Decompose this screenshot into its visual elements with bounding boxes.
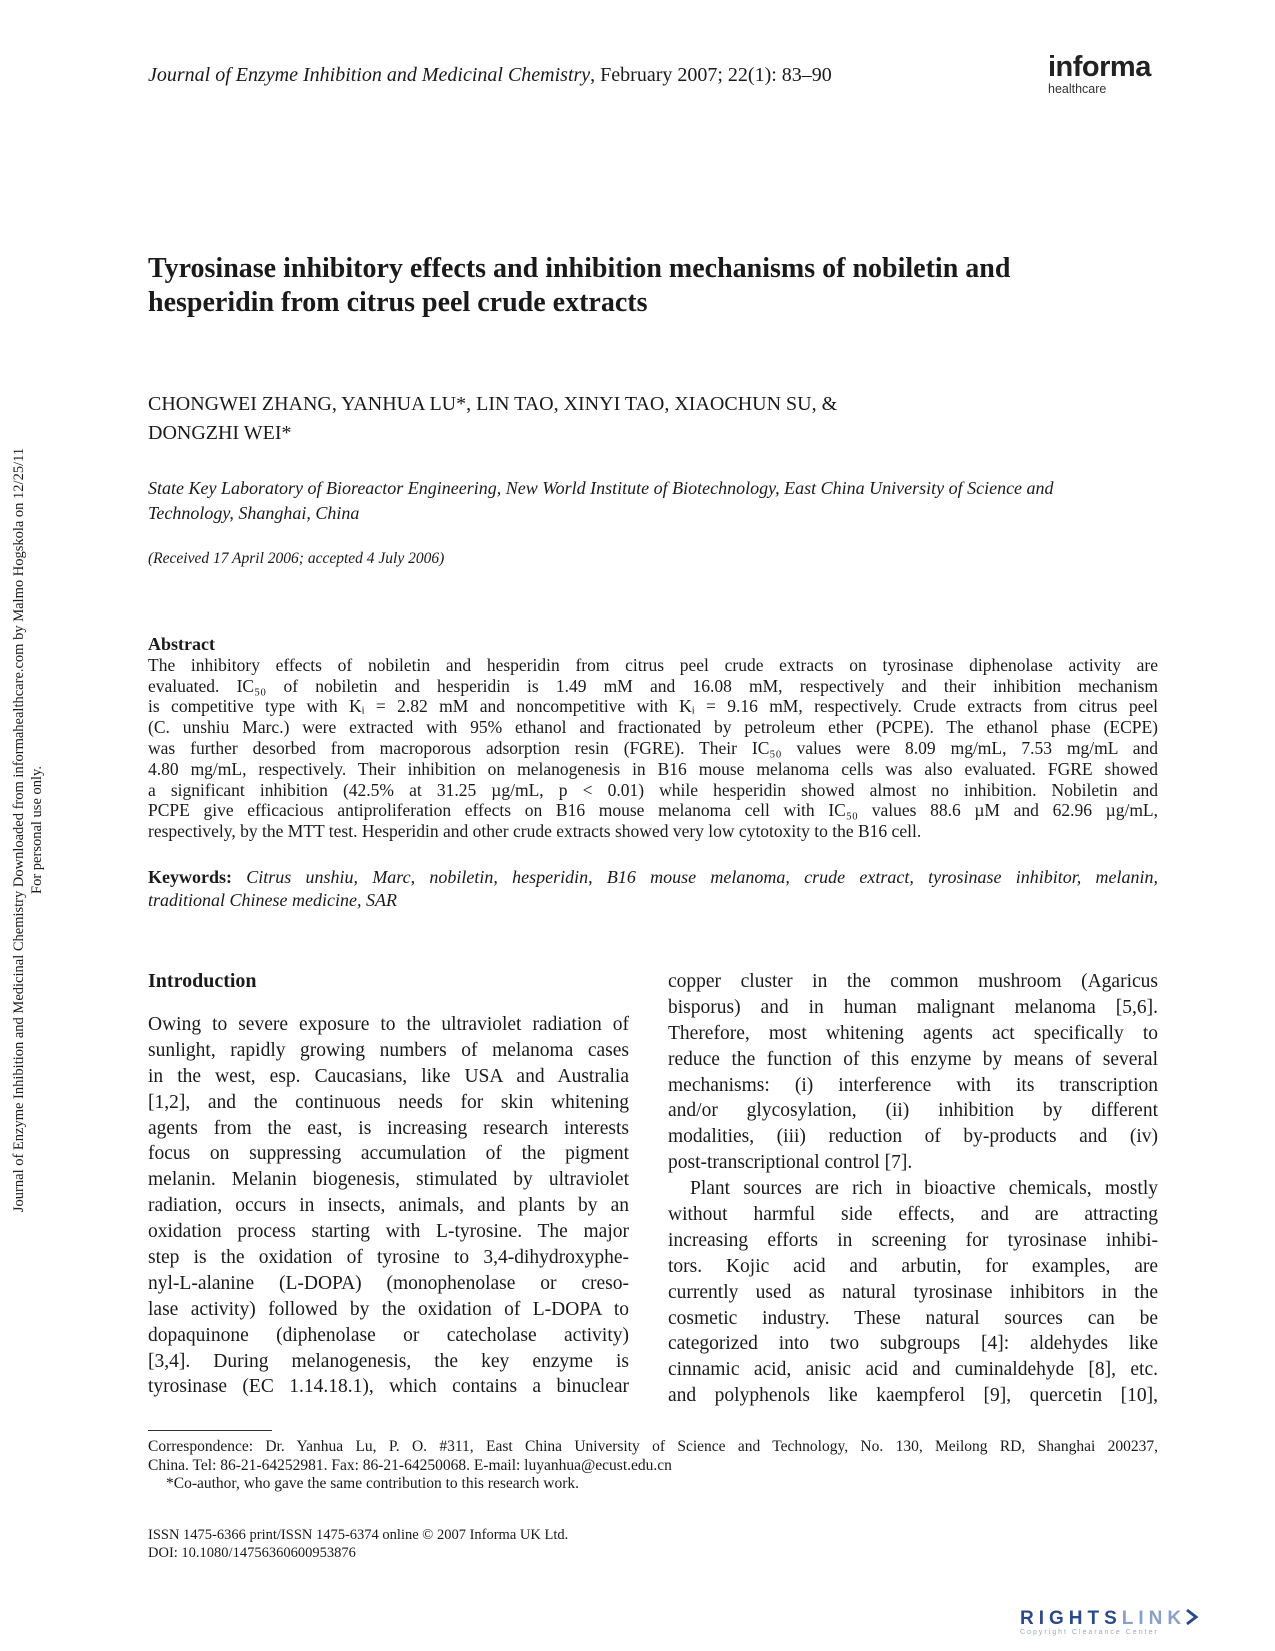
body-line: and/or glycosylation, (ii) inhibition by different <box>668 1100 1158 1122</box>
download-notice <box>6 380 46 1280</box>
body-line: oxidation process starting with L-tyrosine. The major <box>148 1221 629 1243</box>
publisher-logo <box>1048 52 1158 96</box>
download-notice-line: Journal of Enzyme Inhibition and Medicinal Chemistry Downloaded from informahealthcare.com by Malmo Hogskola on 12/25/11 <box>11 447 27 1213</box>
abstract <box>148 634 1158 842</box>
body-line: [3,4]. During melanogenesis, the key enzyme is <box>148 1350 629 1372</box>
abstract-heading: Abstract <box>148 634 215 654</box>
correspondence-footnote <box>148 1438 1158 1494</box>
body-line: post-transcriptional control [7]. <box>668 1152 913 1174</box>
issn-block <box>148 1526 568 1562</box>
rightslink-word-dim: LINK <box>1121 1608 1187 1629</box>
abstract-line: evaluated. IC₅₀ of nobiletin and hesperidin is 1.49 mM and 16.08 mM, respectively and their inhibition mechanism <box>148 675 1158 696</box>
abstract-line: was further desorbed from macroporous adsorption resin (FGRE). Their IC₅₀ values were 8.09 mg/mL, 7.53 mg/mL and <box>148 737 1158 758</box>
author-line: CHONGWEI ZHANG, YANHUA LU*, LIN TAO, XINYI TAO, XIAOCHUN SU, & <box>148 393 838 415</box>
journal-issue: , February 2007; 22(1): 83–90 <box>590 64 832 86</box>
abstract-line: (C. unshiu Marc.) were extracted with 95% ethanol and fractionated by petroleum ether (PCPE). The ethanol phase (ECPE) <box>148 717 1158 738</box>
doi-line: DOI: 10.1080/14756360600953876 <box>148 1545 356 1561</box>
keywords <box>148 866 1158 912</box>
body-line: dopaquinone (diphenolase or catecholase activity) <box>148 1324 629 1346</box>
body-line: radiation, occurs in insects, animals, and plants by an <box>148 1195 629 1217</box>
abstract-line: a significant inhibition (42.5% at 31.25 µg/mL, p < 0.01) while hesperidin showed almost no inhibition. Nobiletin and <box>148 779 1158 800</box>
keywords-text: Citrus unshiu, Marc, nobiletin, hesperidin, B16 mouse melanoma, crude extract, tyrosinase inhibitor, melanin, <box>246 867 1159 887</box>
body-column-left <box>148 1012 629 1400</box>
journal-name: Journal of Enzyme Inhibition and Medicinal Chemistry <box>148 64 591 86</box>
body-line: Owing to severe exposure to the ultraviolet radiation of <box>148 1014 629 1035</box>
body-line: bisporus) and in human malignant melanoma [5,6]. <box>668 996 1158 1018</box>
keywords-label: Keywords: <box>148 867 232 887</box>
affiliation <box>148 476 1158 526</box>
personal-use-notice: For personal use only. <box>29 766 45 894</box>
abstract-line: 4.80 mg/mL, respectively. Their inhibition on melanogenesis in B16 mouse melanoma cells was also evaluated. FGRE showed <box>148 758 1158 779</box>
body-line: Therefore, most whitening agents act specifically to <box>668 1022 1158 1044</box>
title-line: Tyrosinase inhibitory effects and inhibition mechanisms of nobiletin and <box>148 253 1011 284</box>
rightslink-word-main: RIGHTS <box>1020 1608 1122 1629</box>
author-list <box>148 390 1158 448</box>
footnote-line: Correspondence: Dr. Yanhua Lu, P. O. #311, East China University of Science and Technology, No. 130, Meilong RD, Shanghai 200237, <box>148 1438 1158 1455</box>
affiliation-line: Technology, Shanghai, China <box>148 503 360 523</box>
body-line: and polyphenols like kaempferol [9], quercetin [10], <box>668 1385 1158 1407</box>
article-title <box>148 252 1158 320</box>
body-line: currently used as natural tyrosinase inhibitors in the <box>668 1281 1158 1303</box>
body-line: cosmetic industry. These natural sources can be <box>668 1307 1158 1329</box>
body-line: melanin. Melanin biogenesis, stimulated by ultraviolet <box>148 1169 629 1191</box>
body-line: Plant sources are rich in bioactive chemicals, mostly <box>690 1178 1158 1200</box>
rightslink-tagline: Copyright Clearance Center <box>1020 1629 1159 1636</box>
rightslink-logo[interactable] <box>1020 1608 1252 1638</box>
footnote-line: China. Tel: 86-21-64252981. Fax: 86-21-64250068. E-mail: luyanhua@ecust.edu.cn <box>148 1456 672 1474</box>
title-line: hesperidin from citrus peel crude extracts <box>148 287 648 318</box>
abstract-line: is competitive type with Kᵢ = 2.82 mM and noncompetitive with Kᵢ = 9.16 mM, respectively. Crude extracts from citrus peel <box>148 696 1158 717</box>
body-line: increasing efforts in screening for tyrosinase inhibi- <box>668 1229 1158 1251</box>
body-line: focus on suppressing accumulation of the pigment <box>148 1143 629 1165</box>
body-line: tors. Kojic acid and arbutin, for examples, are <box>668 1255 1158 1277</box>
body-line: categorized into two subgroups [4]: aldehydes like <box>668 1333 1158 1355</box>
arrow-icon <box>1184 1608 1200 1626</box>
body-column-right <box>668 969 1158 1409</box>
abstract-line: respectively, by the MTT test. Hesperidin and other crude extracts showed very low cytotoxity to the B16 cell. <box>148 821 922 842</box>
abstract-line: The inhibitory effects of nobiletin and hesperidin from citrus peel crude extracts on tyrosinase diphenolase activity are <box>148 654 1158 675</box>
issn-line: ISSN 1475-6366 print/ISSN 1475-6374 online © 2007 Informa UK Ltd. <box>148 1527 569 1543</box>
body-line: lase activity) followed by the oxidation of L-DOPA to <box>148 1298 629 1320</box>
body-line: without harmful side effects, and are attracting <box>668 1204 1158 1226</box>
body-line: sunlight, rapidly growing numbers of melanoma cases <box>148 1039 629 1061</box>
affiliation-line: State Key Laboratory of Bioreactor Engineering, New World Institute of Biotechnology, East China University of Science and <box>148 478 1054 498</box>
body-line: reduce the function of this enzyme by means of several <box>668 1048 1158 1070</box>
body-line: copper cluster in the common mushroom (Agaricus <box>668 971 1158 992</box>
body-line: [1,2], and the continuous needs for skin whitening <box>148 1091 629 1113</box>
body-line: mechanisms: (i) interference with its transcription <box>668 1074 1158 1096</box>
body-line: agents from the east, is increasing research interests <box>148 1117 629 1139</box>
body-line: tyrosinase (EC 1.14.18.1), which contains a binuclear <box>148 1376 629 1398</box>
coauthor-note: *Co-author, who gave the same contribution to this research work. <box>166 1475 580 1492</box>
body-line: nyl-L-alanine (L-DOPA) (monophenolase or creso- <box>148 1272 629 1294</box>
body-line: modalities, (iii) reduction of by-products and (iv) <box>668 1126 1158 1148</box>
abstract-line: PCPE give efficacious antiproliferation effects on B16 mouse melanoma cell with IC₅₀ values 88.6 µM and 62.96 µg/mL, <box>148 800 1158 821</box>
author-line: DONGZHI WEI* <box>148 422 292 444</box>
section-heading-introduction: Introduction <box>148 970 257 992</box>
keywords-text: traditional Chinese medicine, SAR <box>148 890 397 910</box>
publisher-subbrand: healthcare <box>1048 82 1107 96</box>
body-line: step is the oxidation of tyrosine to 3,4-dihydroxyphe- <box>148 1247 629 1269</box>
received-dates: (Received 17 April 2006; accepted 4 July 2006) <box>148 550 445 567</box>
publisher-brand: informa <box>1048 51 1151 83</box>
body-line: cinnamic acid, anisic acid and cuminaldehyde [8], etc. <box>668 1359 1158 1381</box>
footnote-divider <box>148 1430 272 1431</box>
body-line: in the west, esp. Caucasians, like USA and Australia <box>148 1065 629 1087</box>
journal-header <box>148 64 832 87</box>
